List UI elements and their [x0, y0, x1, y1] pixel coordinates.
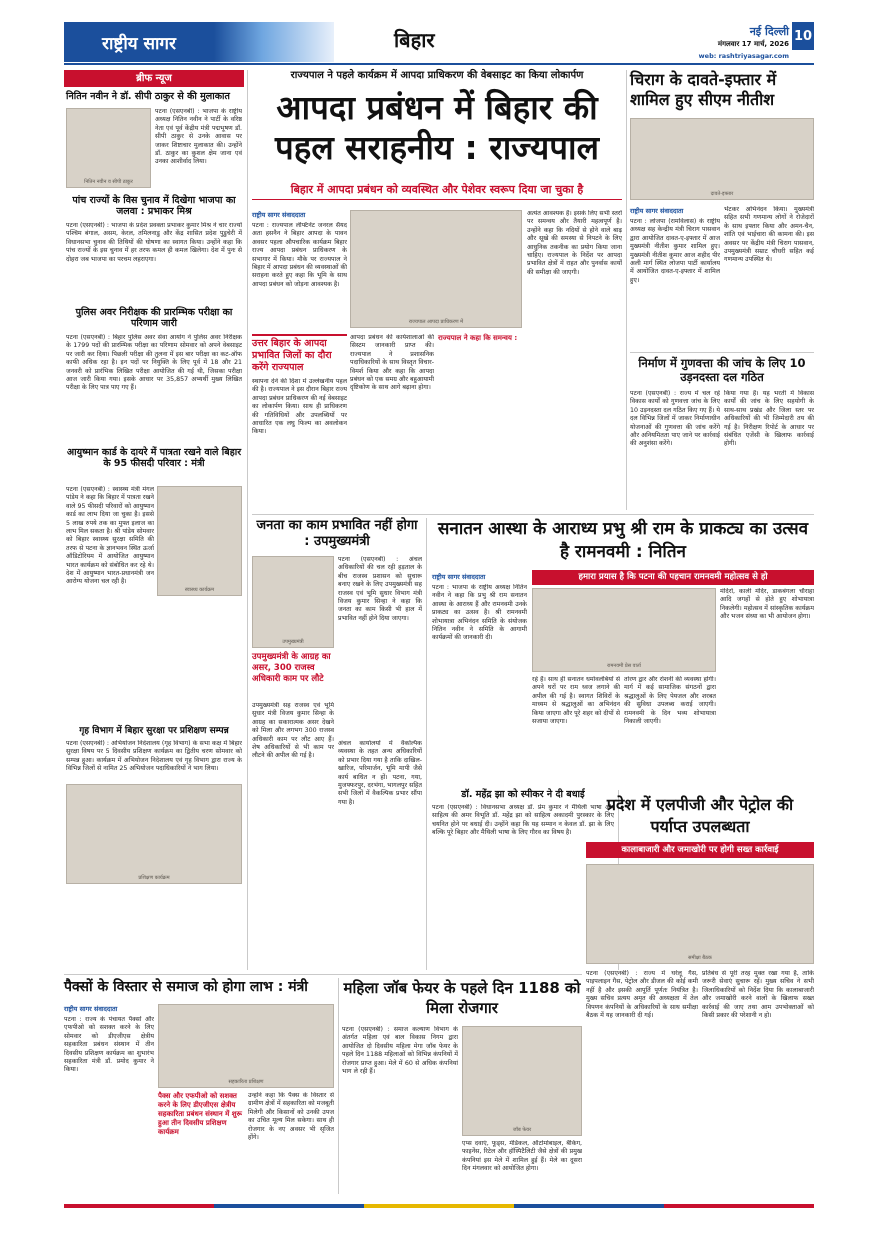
column-divider	[247, 70, 248, 970]
brief3-text: पटना (एसएनबी) : बिहार पुलिस अवर सेवा आयोग ने पुलिस अवर निरीक्षक के 1799 पदों की प्रारम्भिक परीक्षा का परिणाम सोमवार को अपने वेबसाइट पर जारी कर दिया। पिछली परीक्षा की तुलना में इस बार परीक्षा का कट-ऑफ काफी अधिक रहा है। इन पदों पर नियुक्ति के लिए पूर्व में 18 और 21 जनवरी को प्रारंभिक लिखित परीक्षा आयोजित की गई थी, जिसका परीक्षा आज जारी किया गया। इसके आधार पर 35,857 अभ्यर्थी मुख्य लिखित परीक्षा के लिए पात्र पाए गए हैं।	[66, 334, 242, 392]
lpg-headline: प्रदेश में एलपीजी और पेट्रोल की पर्याप्त उपलब्धता	[606, 795, 794, 836]
job-text-2: एप्स दवाएं, फूड्स, मेडिकल, ऑटोमोबाइल, बैंकिंग, फाइनेंस, रिटेल और हॉस्पिटैलिटी जैसे क्षेत्रों की प्रमुख कंपनियां इस मेले में शामिल हुई हैं। मेले का दूसरा दिन मंगलवार को आयोजित होगा।	[462, 1140, 582, 1173]
pacs-headline: पैक्सों के विस्तार से समाज को होगा लाभ : मंत्री	[64, 979, 308, 995]
brief4-photo: स्वास्थ्य कार्यक्रम	[157, 486, 242, 596]
lead-pullquote: उत्तर बिहार के आपदा प्रभावित जिलों का दौरा करेंगे राज्यपाल	[252, 334, 347, 374]
column-divider	[338, 978, 339, 1194]
column-divider	[626, 70, 627, 510]
brief4-text: पटना (एसएनबी) : स्वास्थ्य मंत्री मंगल पांडेय ने कहा कि बिहार में पात्रता रखने वाले 95 फीसदी परिवारों को आयुष्मान कार्ड का लाभ दिया जा चुका है। इससे 5 लाख रुपये तक का मुफ्त इलाज का लाभ मिल सकता है। श्री पांडेय सोमवार को बिहार स्वास्थ्य सुरक्षा समिति की तरफ से पटना के ज्ञानभवन स्थित ऊर्जा ऑडिटोरियम में आयोजित आयुष्मान भारत कार्यक्रम को संबोधित कर रहे थे। देश में आयुष्मान भारत-प्रधानमंत्री जन आरोग्य योजना चल रही है।	[66, 486, 154, 586]
masthead-rule	[64, 63, 814, 65]
nitish-text-1: पटना : लोजपा (रामविलास) के राष्ट्रीय अध्यक्ष सह केन्द्रीय मंत्री चिराग पासवान द्वारा आयोजित दावत-ए-इफ्तार में आज मुख्यमंत्री नीतीश कुमार शामिल हुए। मुख्यमंत्री नीतीश कुमार आज शहीद पीर अली मार्ग स्थित लोजपा पार्टी कार्यालय में आयोजित दावत-ए-इफ्तार में शामिल हुए।	[630, 218, 720, 284]
quality-story	[630, 356, 814, 510]
pacs-text-2: उन्होंने कहा कि पैक्स के विस्तार से ग्रामीण क्षेत्रों में सहकारिता को मजबूती मिलेगी और किसानों को उनकी उपज का उचित मूल्य मिल सकेगा। साथ ही रोजगार के नए अवसर भी सृजित होंगे।	[248, 1092, 334, 1142]
ram-photo: रामनवमी प्रेस वार्ता	[532, 588, 716, 672]
deputy-story	[252, 518, 422, 970]
quality-headline: निर्माण में गुणवत्ता की जांच के लिए 10 उड़नदस्ता दल गठित	[638, 356, 806, 384]
ram-text-4: मंदिरों, काली मंदिर, डाकबंगला चौराहा आदि जगहों से होते हुए शोभायात्रा निकलेगी। महोत्सव में सांस्कृतिक कार्यक्रम और भजन संध्या का भी आयोजन होगा।	[720, 588, 814, 621]
lpg-photo: समीक्षा बैठक	[586, 864, 814, 964]
speaker-headline: डॉ. महेंद्र झा को स्पीकर ने दी बधाई	[461, 789, 585, 800]
quality-text-1: पटना (एसएनबी) : राज्य में चल रहे विकास कार्यों को गुणवत्ता जांच के लिए 10 उड़नदस्ता दल गठित किए गए हैं। ये दल विभिन्न जिलों में जाकर निर्माणाधीन योजनाओं की गुणवत्ता की जांच करेंगे और अनियमितता पाए जाने पर कार्रवाई की अनुशंसा करेंगे।	[630, 390, 720, 448]
ram-band: हमारा प्रयास है कि पटना की पहचान रामनवमी महोत्सव से हो	[532, 570, 814, 585]
lead-story	[252, 70, 622, 510]
nitish-text-2: भेंटकर अभिनंदन किया। मुख्यमंत्री सहित सभी गणमान्य लोगों ने रोजेदारों के साथ इफ्तार किया और अमन-चैन, शांति एवं भाईचारा की कामना की। इस अवसर पर केंद्रीय मंत्री चिराग पासवान, उपमुख्यमंत्री सम्राट चौधरी सहित कई गणमान्य उपस्थित थे।	[724, 206, 814, 264]
brief4-text-cont	[66, 600, 242, 720]
nitish-byline: राष्ट्रीय सागर संवाददाता	[630, 207, 684, 215]
lpg-story	[586, 790, 814, 1190]
lead-byline: राष्ट्रीय सागर संवाददाता	[252, 211, 306, 219]
deputy-text-2: उपमुख्यमंत्री सह राजस्व एवं भूमि सुधार मंत्री विजय कुमार सिन्हा के आग्रह का सकारात्मक असर देखने को मिला और लगभग 300 राजस्व अधिकारी काम पर लौट आए हैं। शेष अधिकारियों से भी काम पर लौटने की अपील की गई है।	[252, 702, 334, 760]
pacs-story	[64, 978, 334, 1194]
job-text-1: पटना (एसएनबी) : समाज कल्याण विभाग के अंतर्गत महिला एवं बाल विकास निगम द्वारा आयोजित दो दिवसीय महिला मेगा जॉब फेयर के पहले दिन 1188 महिलाओं को विभिन्न कंपनियों में रोजगार प्राप्त हुआ। मेले में 60 से अधिक कंपनियां भाग ले रही हैं।	[342, 1026, 458, 1076]
section-divider	[64, 974, 582, 975]
brief1-text: पटना (एसएनबी) : भाजपा के राष्ट्रीय अध्यक्ष नितिन नवीन ने पार्टी के वरिष्ठ नेता एवं पूर्व केंद्रीय मंत्री पद्मभूषण डॉ. सीपी ठाकुर से उनके आवास पर जाकर शिष्टाचार मुलाकात की। उन्होंने डॉ. ठाकुर का कुशल क्षेम जाना एवं उनका आशीर्वाद लिया।	[155, 108, 242, 166]
brief2-text: पटना (एसएनबी) : भाजपा के प्रदेश प्रवक्ता प्रभाकर कुमार मिश्र ने चार राज्यों पश्चिम बंगाल, असम, केरल, तमिलनाडु और केंद्र शासित प्रदेश पुडुचेरी में विधानसभा चुनाव की तिथियों की घोषणा का स्वागत किया। उन्होंने कहा कि पांच राज्यों के इस चुनाव में हर तरफ कमल ही कमल खिलेगा। देश में पुनः से दोहरा जब भाजपा का परचम लहराएगा।	[66, 222, 242, 263]
brief1-photo: नितिन नवीन व सीपी ठाकुर	[66, 108, 151, 188]
brief1-title: नितिन नवीन ने डॉ. सीपी ठाकुर से की मुलाकात	[66, 91, 230, 102]
nitish-story	[630, 70, 814, 350]
pacs-box: पैक्स और एफपीओ को सशक्त करने के लिए डीएजीएस क्षेत्रीय सहकारिता प्रबंधन संस्थान में शुरू हुआ तीन दिवसीय प्रशिक्षण कार्यक्रम	[158, 1092, 242, 1136]
ram-text-1: पटना : भाजपा के राष्ट्रीय अध्यक्ष नितिन नवीन ने कहा कि प्रभु श्री राम सनातन आस्था के आराध्य हैं और रामनवमी उनके प्राकट्य का उत्सव है। श्री रामनवमी शोभायात्रा अभिनंदन समिति के संयोजक नितिन नवीन ने समिति के आगामी कार्यक्रमों की जानकारी दी।	[432, 584, 527, 642]
deputy-text-1: पटना (एसएनबी) : अंचल अधिकारियों की चल रही हड़ताल के बीच राजस्व प्रशासन को सुचारू बनाए रखने के लिए उपमुख्यमंत्री सह राजस्व एवं भूमि सुधार विभाग मंत्री विजय कुमार सिन्हा ने कहा कि जनता का काम किसी भी हाल में प्रभावित नहीं होने दिया जाएगा।	[338, 556, 422, 622]
ram-byline: राष्ट्रीय सागर संवाददाता	[432, 573, 486, 581]
ram-text-3: तोरण द्वार और रोशनी की व्यवस्था होगी। मार्ग में कई सामाजिक संगठनों द्वारा श्रद्धालुओं के लिए पेयजल और शरबत की सुविधा उपलब्ध कराई जाएगी। रामनवमी के दिन भव्य शोभायात्रा निकाली जाएगी।	[624, 676, 716, 726]
brief5-photo: प्रशिक्षण कार्यक्रम	[66, 784, 242, 884]
brief5-title: गृह विभाग में बिहार सुरक्षा पर प्रशिक्षण सम्पन्न	[79, 726, 229, 736]
lead-text-1: पटना : राज्यपाल लेफ्टिनेंट जनरल सैयद अता हसनैन ने बिहार आपदा के पावन अवसर पहला औपचारिक कार्यक्रम बिहार राज्य आपदा प्रबंधन प्राधिकरण के सभागार में किया। मौके पर राज्यपाल ने बिहार में आपदा प्रबंधन की व्यवस्थाओं की सराहना करते हुए कहा कि भूमि के साथ आपदा प्रबंधन को जोड़ना आवश्यक है।	[252, 222, 347, 288]
deputy-box: उपमुख्यमंत्री के आग्रह का असर, 300 राजस्व अधिकारी काम पर लौटे	[252, 652, 331, 684]
ram-headline: सनातन आस्था के आराध्य प्रभु श्री राम के प्राकट्य का उत्सव है रामनवमी : नितिन	[437, 519, 809, 562]
masthead-logo-block	[64, 22, 214, 62]
lpg-text-2: प्रतिबंध से पूरी तरह मुक्त रखा गया है, ताकि जरूरी सेवाएं सुचारू रहें। मुख्य सचिव ने सभी जिलाधिकारियों को निर्देश दिया कि कालाबाजारी और जमाखोरी करने वालों के खिलाफ सख्त कार्रवाई की जाए तथा आम उपभोक्ताओं को किसी प्रकार की परेशानी न हो।	[702, 970, 814, 1020]
quality-text-2: किया गया है। यह भरती में विकास कार्यों की जांच के लिए सहयोगी के साथ-साथ प्रखंड और जिला स्तर पर अधिकारियों की भी जिम्मेदारी तय की गई है। निरीक्षण रिपोर्ट के आधार पर संबंधित एजेंसी के खिलाफ कार्रवाई होगी।	[724, 390, 814, 448]
deputy-text-3: अंचल कार्यालयों में वैकल्पिक व्यवस्था के तहत अन्य अधिकारियों को प्रभार दिया गया है ताकि दाखिल-खारिज, परिमार्जन, भूमि मापी जैसे कार्य बाधित न हों। पटना, गया, मुजफ्फरपुर, दरभंगा, भागलपुर सहित सभी जिलों में वैकल्पिक प्रभार सौंपा गया है।	[338, 740, 422, 806]
lead-subhead: बिहार में आपदा प्रबंधन को व्यवस्थित और पेशेवर स्वरूप दिया जा चुका है	[252, 180, 622, 200]
nitish-headline: चिराग के दावते-इफ्तार में शामिल हुए सीएम नीतीश	[630, 70, 777, 109]
pacs-byline: राष्ट्रीय सागर संवाददाता	[64, 1005, 118, 1013]
speaker-text: पटना (एसएनबी) : विधानसभा अध्यक्ष डॉ. प्रेम कुमार ने मैथिली भाषा और साहित्य की अमर विभूति डॉ. महेंद्र झा को साहित्य अकादमी पुरस्कार के लिए चयनित होने पर बधाई दी। उन्होंने कहा कि यह सम्मान न केवल डॉ. झा के लिए बल्कि पूरे बिहार और मैथिली भाषा के लिए गौरव का विषय है।	[432, 804, 614, 837]
masthead-right	[624, 22, 814, 62]
job-headline: महिला जॉब फेयर के पहले दिन 1188 को मिला रोजगार	[343, 979, 581, 1017]
lead-photo: राज्यपाल आपदा प्राधिकरण में	[350, 210, 522, 328]
web-address: web: rashtriyasagar.com	[698, 52, 789, 60]
brief4-title: आयुष्मान कार्ड के दायरे में पात्रता रखने वाले बिहार के 95 फीसदी परिवार : मंत्री	[66, 447, 242, 469]
pacs-photo: सहकारिता प्रशिक्षण	[158, 1004, 334, 1088]
lead-text-2: स्थापना देने की दिशा में उल्लेखनीय पहल की है। राज्यपाल ने इस दौरान बिहार राज्य आपदा प्रबंधन प्राधिकरण की नई वेबसाइट का लोकार्पण किया। साथ ही प्राधिकरण की गतिविधियों और उपलब्धियों पर आधारित एक लघु फिल्म का अवलोकन किया।	[252, 378, 347, 436]
lpg-text-1: पटना (एसएनबी) : राज्य में घरेलू गैस, पाइपलाइन गैस, पेट्रोल और डीजल की कोई कमी नहीं है और इसकी आपूर्ति पूर्णतः नियंत्रित है। मुख्य सचिव प्रत्यय अमृत की अध्यक्षता में तेल विपणन कंपनियों के अधिकारियों के साथ समीक्षा बैठक में यह जानकारी दी गई।	[586, 970, 698, 1020]
nitish-photo: दावते-इफ्तार	[630, 118, 814, 200]
section-label: बिहार	[394, 28, 435, 52]
footer-strip	[64, 1204, 814, 1208]
lead-kicker: राज्यपाल ने पहले कार्यक्रम में आपदा प्राधिकरण की वेबसाइट का किया लोकार्पण	[290, 70, 584, 81]
brief2-title: पांच राज्यों के विस चुनाव में दिखेगा भाजपा का जलवा : प्रभाकर मिश्र	[72, 195, 236, 217]
masthead-pattern	[214, 22, 334, 62]
lpg-band: कालाबाजारी और जमाखोरी पर होगी सख्त कार्रवाई	[586, 842, 814, 858]
lead-crosshead: राज्यपाल ने कहा कि समन्वय :	[438, 334, 518, 342]
deputy-headline: जनता का काम प्रभावित नहीं होगा : उपमुख्यमंत्री	[256, 518, 418, 549]
pacs-text-1: पटना : राज्य के पंचायत पैक्सों और एफपीओ को सशक्त करने के लिए सोमवार को डीएजीएस क्षेत्रीय सहकारिता प्रबंधन संस्थान में तीन दिवसीय प्रशिक्षण कार्यक्रम का शुभारंभ सहकारिता मंत्री डॉ. प्रमोद कुमार ने किया।	[64, 1016, 154, 1074]
brief-news-column	[64, 70, 244, 970]
date: मंगलवार 17 मार्च, 2026	[717, 40, 789, 48]
city: नई दिल्ली	[749, 25, 789, 38]
brief3-title: पुलिस अवर निरीक्षक की प्रारम्भिक परीक्षा का परिणाम जारी	[75, 307, 233, 329]
section-divider	[252, 514, 814, 515]
job-photo: जॉब फेयर	[462, 1026, 582, 1136]
section-divider	[630, 352, 814, 353]
ram-text-2: रहे हैं। साथ ही सनातन धर्मावलंबियों से अपने घरों पर राम ध्वज लगाने की अपील की गई है। स्वागत शिविरों के माध्यम से श्रद्धालुओं का अभिनंदन किया जाएगा और पूरे शहर को दीपों से सजाया जाएगा।	[532, 676, 620, 726]
deputy-photo: उपमुख्यमंत्री	[252, 556, 334, 648]
column-divider	[426, 518, 427, 970]
lead-text-3: आपदा प्रबंधन की कार्यशालाओं की सिस्टम जानकारी प्राप्त की। राज्यपाल ने प्रशासनिक पदाधिकारियों के साथ विस्तृत विचार-विमर्श किया और कहा कि आपदा प्रबंधन को एक समग्र और बहुआयामी दृष्टिकोण के साथ आगे बढ़ाना होगा।	[350, 334, 434, 392]
page-number: 10	[792, 22, 814, 50]
paper-name: राष्ट्रीय सागर	[102, 33, 176, 54]
lead-text-4: अत्यंत आवश्यक है। इसके लिए सभी स्तरों पर समन्वय और तैयारी महत्वपूर्ण है। उन्होंने कहा कि नदियों से होने वाले बाढ़ और सूखे की समस्या से निपटने के लिए आधुनिक तकनीक का प्रयोग किया जाना चाहिए। राज्यपाल के निर्देश पर आपदा प्रभावित क्षेत्रों में राहत और पुनर्वास कार्यों की समीक्षा की जाएगी।	[527, 210, 622, 276]
brief-news-label: ब्रीफ न्यूज	[64, 70, 244, 87]
masthead	[64, 22, 814, 62]
lead-headline: आपदा प्रबंधन में बिहार की पहल सराहनीय : राज्यपाल	[275, 88, 599, 167]
job-story	[342, 978, 582, 1194]
brief5-text: पटना (एसएनबी) : अभियोजन निदेशालय (गृह विभाग) के सभा कक्ष में बिहार सुरक्षा विषय पर 5 दिवसीय प्रशिक्षण कार्यक्रम का द्वितीय चरण सोमवार को सम्पन्न हुआ। कार्यक्रम में अभियोजन निदेशालय एवं गृह विभाग द्वारा राज्य के विभिन्न जिलों से नामित 25 अभियोजन पदाधिकारियों ने भाग लिया।	[66, 740, 242, 773]
